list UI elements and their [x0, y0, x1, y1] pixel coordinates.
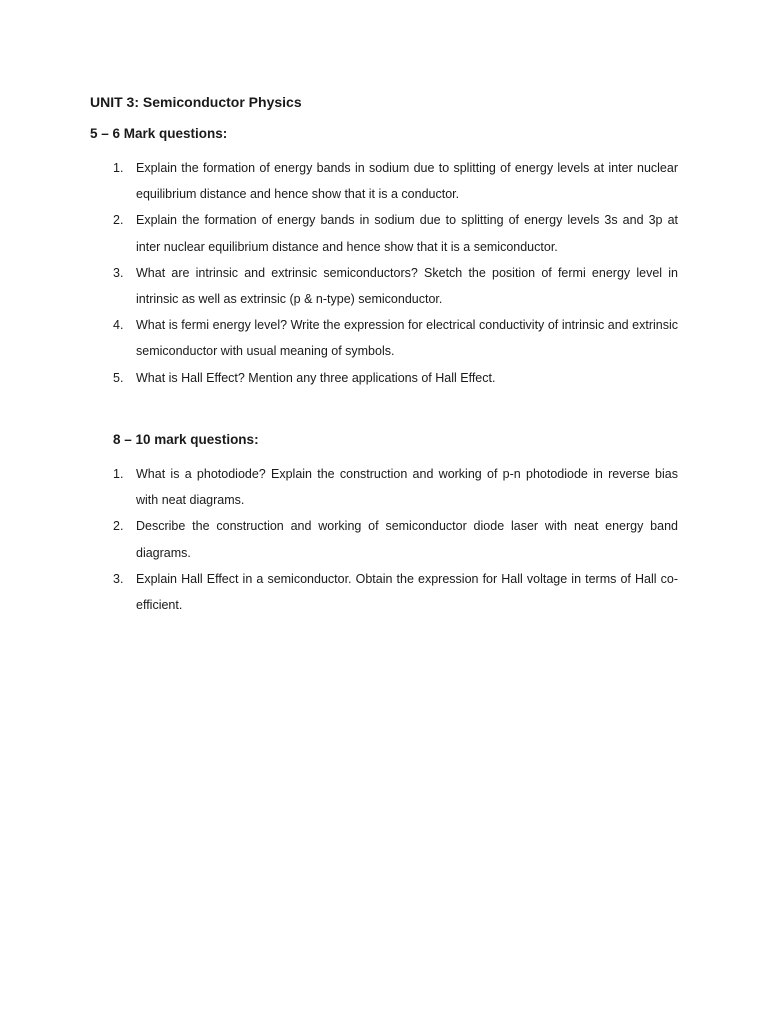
list-item — [113, 260, 678, 312]
question-text: What is a photodiode? Explain the construction and working of p-n photodiode in reverse bias with neat diagrams. — [136, 467, 678, 508]
question-text: Explain the formation of energy bands in sodium due to splitting of energy levels at inter nuclear equilibrium distance and hence show that it is a conductor. — [136, 161, 678, 202]
question-number: 1. — [113, 467, 124, 481]
question-number: 3. — [113, 571, 124, 586]
question-number: 4. — [113, 318, 124, 333]
question-text: Explain Hall Effect in a semiconductor. Obtain the expression for Hall voltage in terms of Hall co-efficient. — [136, 571, 678, 613]
unit-title: UNIT 3: Semiconductor Physics — [90, 94, 302, 110]
question-number: 3. — [113, 265, 124, 280]
list-item — [113, 566, 678, 618]
list-item — [113, 312, 678, 364]
question-text: Explain the formation of energy bands in sodium due to splitting of energy levels 3s and 3p at inter nuclear equilibrium distance and hence show that it is a semiconductor. — [136, 213, 678, 254]
list-item — [113, 155, 678, 207]
question-number: 5. — [113, 370, 124, 385]
question-text: What is fermi energy level? Write the expression for electrical conductivity of intrinsic and extrinsic semiconductor with usual meaning of symbols. — [136, 318, 678, 359]
question-list-5-6-marks — [113, 155, 678, 391]
list-item — [113, 365, 678, 391]
question-text: Describe the construction and working of semiconductor diode laser with neat energy band diagrams. — [136, 519, 678, 560]
list-item — [113, 207, 678, 259]
list-item — [113, 513, 678, 565]
section-heading-5-6-marks: 5 – 6 Mark questions: — [90, 126, 228, 141]
question-number: 2. — [113, 213, 124, 228]
question-number: 1. — [113, 161, 124, 175]
question-number: 2. — [113, 519, 124, 534]
question-text: What is Hall Effect? Mention any three applications of Hall Effect. — [136, 370, 496, 385]
section-heading-8-10-marks: 8 – 10 mark questions: — [113, 432, 259, 447]
question-list-8-10-marks — [113, 461, 678, 618]
list-item — [113, 461, 678, 513]
question-text: What are intrinsic and extrinsic semiconductors? Sketch the position of fermi energy level in intrinsic as well as extrinsic (p & n-type) semiconductor. — [136, 265, 678, 307]
